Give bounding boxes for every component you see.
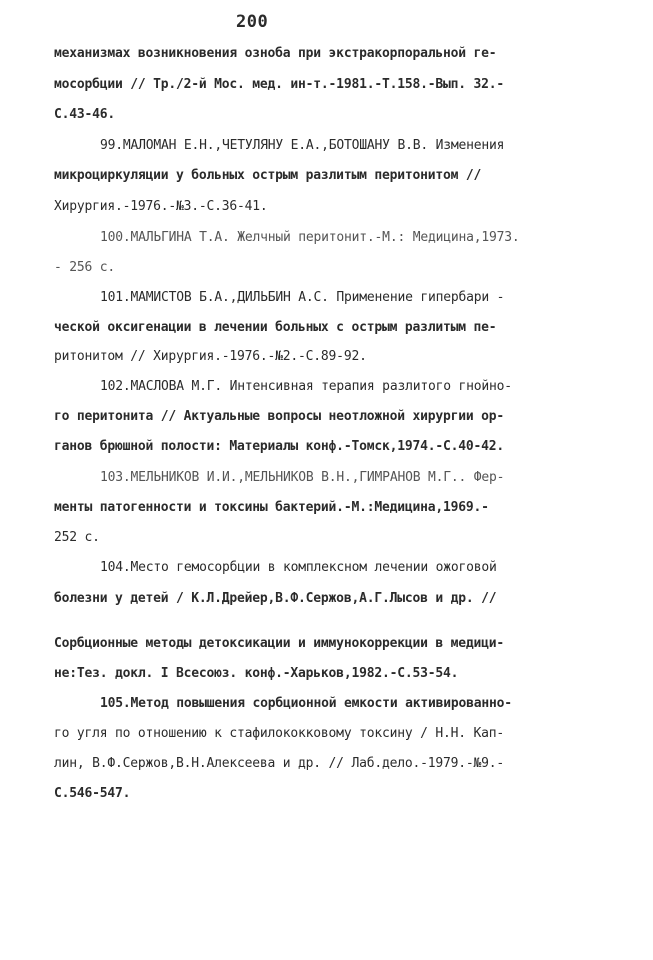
text-line: Сорбционные методы детоксикации и иммунокоррекции в медици- (54, 636, 504, 651)
text-line: 100.МАЛЬГИНА Т.А. Желчный перитонит.-М.: Медицина,1973. (100, 230, 520, 245)
page-number: 200 (236, 12, 269, 32)
text-line: 101.МАМИСТОВ Б.А.,ДИЛЬБИН А.С. Применение гипербари - (100, 290, 505, 305)
text-line: микроциркуляции у больных острым разлитым перитонитом // (54, 168, 482, 183)
text-line: механизмах возникновения ознобa при экстракорпоральной ге- (54, 46, 497, 61)
text-line: ганов брюшной полости: Материалы конф.-Томск,1974.-С.40-42. (54, 439, 504, 454)
text-line: не:Тез. докл. I Всесоюз. конф.-Харьков,1982.-С.53-54. (54, 666, 459, 681)
text-line: 105.Метод повышения сорбционной емкости активированно- (100, 696, 512, 711)
text-line: С.43-46. (54, 107, 116, 122)
text-line: лин, В.Ф.Сержов,В.Н.Алексеева и др. // Лаб.дело.-1979.-№9.- (54, 756, 504, 771)
text-line: ритонитом // Хирургия.-1976.-№2.-С.89-92. (54, 349, 367, 364)
text-line: мосорбции // Тр./2-й Мос. мед. ин-т.-1981.-Т.158.-Вып. 32.- (54, 77, 504, 92)
text-line: 103.МЕЛЬНИКОВ И.И.,МЕЛЬНИКОВ В.Н.,ГИМРАНОВ М.Г.. Фер- (100, 470, 505, 485)
text-line: 99.МАЛОМАН Е.Н.,ЧЕТУЛЯНУ Е.А.,БОТОШАНУ В.В. Изменения (100, 138, 505, 153)
text-line: менты патогенности и токсины бактерий.-М.:Медицина,1969.- (54, 500, 489, 515)
text-line: Хирургия.-1976.-№3.-С.36-41. (54, 199, 268, 214)
text-line: 252 с. (54, 530, 100, 545)
text-line: - 256 с. (54, 260, 116, 275)
text-line: ческой оксигенации в лечении больных с острым разлитым пе- (54, 320, 497, 335)
text-line: го угля по отношению к стафилококковому токсину / Н.Н. Кап- (54, 726, 504, 741)
text-line: болезни у детей / К.Л.Дрейер,В.Ф.Сержов,А.Г.Лысов и др. // (54, 591, 497, 606)
text-line: го перитонита // Актуальные вопросы неотложной хирургии ор- (54, 409, 504, 424)
text-line: 104.Место гемосорбции в комплексном лечении ожоговой (100, 560, 497, 575)
text-line: С.546-547. (54, 786, 131, 801)
text-line: 102.МАСЛОВА М.Г. Интенсивная терапия разлитого гнойно- (100, 379, 512, 394)
